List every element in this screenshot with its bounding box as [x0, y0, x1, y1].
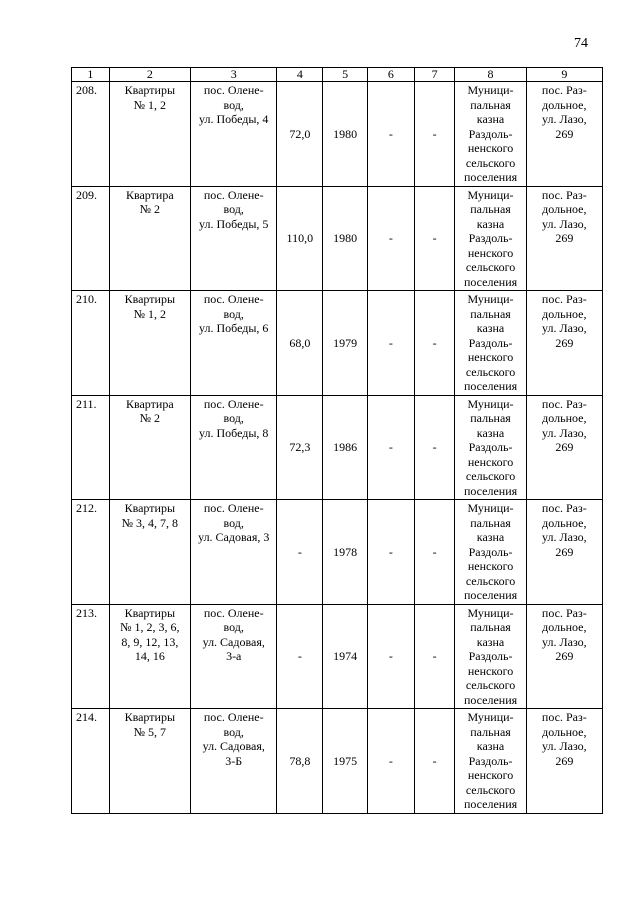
cell-text-line: ненского [467, 245, 514, 260]
table-row [72, 395, 603, 500]
cell-text-line: дольное, [542, 306, 587, 321]
owner-address-cell [526, 395, 602, 500]
cell-text-line: пос. Олене- [203, 292, 264, 306]
cell-text-line: № 1, 2 [133, 306, 167, 321]
column-header: 9 [526, 68, 602, 82]
cell-text-line: 269 [555, 440, 574, 454]
column-header: 1 [72, 68, 110, 82]
cell-text-line: пос. Раз- [541, 396, 587, 411]
cell-text-line: № 2 [139, 411, 161, 425]
object-address-cell [191, 82, 277, 187]
cell-text-line: сельского [465, 469, 516, 483]
cell-text-line: ненского [467, 768, 514, 782]
cell-text-line: ул. Лазо, [542, 216, 587, 231]
cell-text-line: дольное, [542, 620, 587, 634]
cell-text-line: сельского [465, 260, 516, 274]
object-name-cell [109, 500, 190, 605]
cell-text-line: дольное, [542, 202, 587, 216]
cell-text-line: Квартиры [124, 501, 176, 515]
owner-address-cell [526, 500, 602, 605]
column-6-cell: - [367, 395, 414, 500]
area-cell: 78,8 [277, 709, 323, 814]
year-cell: 1980 [323, 82, 368, 187]
owner-address-cell [526, 291, 602, 396]
column-6-cell: - [367, 186, 414, 291]
area-cell: - [277, 604, 323, 709]
cell-text-line: вод, [223, 97, 244, 112]
cell-text-line: поселения [463, 170, 518, 184]
cell-text-line: № 3, 4, 7, 8 [121, 515, 179, 530]
owner-cell [455, 604, 526, 709]
column-header: 5 [323, 68, 368, 82]
year-cell: 1978 [323, 500, 368, 605]
area-cell: 72,0 [277, 82, 323, 187]
year-cell: 1974 [323, 604, 368, 709]
cell-text-line: 269 [555, 649, 574, 663]
row-number-cell: 208. [72, 82, 110, 187]
table-row [72, 709, 603, 814]
object-name-cell [109, 186, 190, 291]
cell-text-line: 8, 9, 12, 13, [121, 634, 179, 649]
cell-text-line: Раздоль- [468, 753, 513, 768]
area-cell: 110,0 [277, 186, 323, 291]
area-cell: - [277, 500, 323, 605]
area-cell: 68,0 [277, 291, 323, 396]
cell-text-line: поселения [463, 483, 518, 498]
cell-text-line: Муници- [467, 292, 514, 306]
cell-text-line: пос. Олене- [203, 605, 264, 620]
area-cell: 72,3 [277, 395, 323, 500]
cell-text-line: ул. Садовая, 3 [198, 530, 270, 544]
cell-text-line: казна [476, 739, 505, 753]
year-cell: 1975 [323, 709, 368, 814]
cell-text-line: пальная [470, 515, 511, 530]
table-row [72, 186, 603, 291]
cell-text-line: 269 [555, 335, 574, 350]
cell-text-line: пос. Раз- [541, 710, 587, 724]
column-6-cell: - [367, 500, 414, 605]
cell-text-line: сельского [465, 573, 516, 588]
object-address-cell [191, 186, 277, 291]
row-number-cell: 210. [72, 291, 110, 396]
cell-text-line: пальная [470, 202, 511, 216]
owner-cell [455, 82, 526, 187]
cell-text-line: вод, [223, 202, 244, 216]
cell-text-line: сельского [465, 364, 516, 379]
object-name-cell [109, 709, 190, 814]
object-name-cell [109, 395, 190, 500]
cell-text-line: пос. Олене- [203, 710, 264, 724]
column-header: 8 [455, 68, 526, 82]
cell-text-line: ул. Лазо, [542, 425, 587, 440]
object-address-cell [191, 395, 277, 500]
cell-text-line: поселения [463, 588, 518, 602]
cell-text-line: № 2 [139, 202, 161, 216]
cell-text-line: 269 [555, 231, 574, 245]
cell-text-line: пальная [470, 97, 511, 112]
column-7-cell: - [414, 604, 455, 709]
cell-text-line: казна [476, 530, 505, 544]
cell-text-line: Раздоль- [468, 126, 513, 141]
cell-text-line: пос. Раз- [541, 83, 587, 97]
table-row [72, 604, 603, 709]
cell-text-line: Квартиры [124, 83, 176, 97]
column-6-cell: - [367, 709, 414, 814]
cell-text-line: 269 [555, 126, 574, 141]
cell-text-line: вод, [223, 620, 244, 634]
column-7-cell: - [414, 500, 455, 605]
cell-text-line: ул. Лазо, [542, 739, 587, 753]
cell-text-line: № 5, 7 [133, 724, 167, 739]
table-row [72, 291, 603, 396]
cell-text-line: пос. Олене- [203, 187, 264, 202]
cell-text-line: ул. Лазо, [542, 112, 587, 126]
object-name-cell [109, 82, 190, 187]
row-number-cell: 212. [72, 500, 110, 605]
cell-text-line: 269 [555, 753, 574, 768]
cell-text-line: ненского [467, 141, 514, 155]
cell-text-line: вод, [223, 515, 244, 530]
cell-text-line: сельского [465, 782, 516, 797]
cell-text-line: ул. Победы, 5 [199, 216, 269, 231]
cell-text-line: Квартира [125, 396, 174, 411]
cell-text-line: Муници- [467, 187, 514, 202]
cell-text-line: ненского [467, 454, 514, 469]
cell-text-line: пос. Раз- [541, 292, 587, 306]
column-header: 3 [191, 68, 277, 82]
cell-text-line: пальная [470, 306, 511, 321]
cell-text-line: ул. Победы, 6 [199, 321, 269, 335]
cell-text-line: пальная [470, 724, 511, 739]
column-7-cell: - [414, 186, 455, 291]
column-7-cell: - [414, 82, 455, 187]
cell-text-line: Квартиры [124, 292, 176, 306]
row-number-cell: 214. [72, 709, 110, 814]
cell-text-line: пос. Раз- [541, 187, 587, 202]
cell-text-line: Раздоль- [468, 335, 513, 350]
cell-text-line: пос. Олене- [203, 83, 264, 97]
table-header-row [72, 68, 603, 82]
cell-text-line: казна [476, 425, 505, 440]
owner-cell [455, 395, 526, 500]
cell-text-line: вод, [223, 306, 244, 321]
year-cell: 1986 [323, 395, 368, 500]
object-address-cell [191, 500, 277, 605]
cell-text-line: поселения [463, 274, 518, 289]
object-name-cell [109, 604, 190, 709]
cell-text-line: ул. Победы, 8 [199, 425, 269, 440]
cell-text-line: казна [476, 216, 505, 231]
cell-text-line: казна [476, 112, 505, 126]
year-cell: 1980 [323, 186, 368, 291]
table-row [72, 500, 603, 605]
owner-cell [455, 186, 526, 291]
cell-text-line: вод, [223, 411, 244, 425]
cell-text-line: ул. Садовая, [202, 739, 265, 753]
owner-address-cell [526, 604, 602, 709]
cell-text-line: пос. Олене- [203, 396, 264, 411]
cell-text-line: Муници- [467, 710, 514, 724]
owner-cell [455, 709, 526, 814]
cell-text-line: 3-Б [225, 753, 243, 768]
cell-text-line: ул. Лазо, [542, 634, 587, 649]
cell-text-line: Квартиры [124, 605, 176, 620]
object-address-cell [191, 709, 277, 814]
cell-text-line: поселения [463, 379, 518, 393]
cell-text-line: дольное, [542, 411, 587, 425]
cell-text-line: Раздоль- [468, 231, 513, 245]
cell-text-line: дольное, [542, 515, 587, 530]
cell-text-line: ул. Победы, 4 [199, 112, 269, 126]
cell-text-line: дольное, [542, 724, 587, 739]
object-name-cell [109, 291, 190, 396]
cell-text-line: пос. Раз- [541, 605, 587, 620]
cell-text-line: Муници- [467, 501, 514, 515]
column-7-cell: - [414, 291, 455, 396]
cell-text-line: № 1, 2, 3, 6, [120, 620, 180, 634]
cell-text-line: пальная [470, 620, 511, 634]
cell-text-line: Муници- [467, 83, 514, 97]
cell-text-line: ул. Лазо, [542, 321, 587, 335]
object-address-cell [191, 604, 277, 709]
owner-address-cell [526, 186, 602, 291]
cell-text-line: Муници- [467, 396, 514, 411]
cell-text-line: вод, [223, 724, 244, 739]
column-header: 7 [414, 68, 455, 82]
property-registry-table [71, 67, 603, 814]
owner-cell [455, 291, 526, 396]
page-number: 74 [574, 36, 588, 51]
column-header: 2 [109, 68, 190, 82]
cell-text-line: 14, 16 [134, 649, 165, 663]
owner-address-cell [526, 82, 602, 187]
column-header: 6 [367, 68, 414, 82]
column-6-cell: - [367, 604, 414, 709]
cell-text-line: Раздоль- [468, 649, 513, 663]
cell-text-line: ненского [467, 663, 514, 678]
owner-cell [455, 500, 526, 605]
cell-text-line: Квартира [125, 187, 174, 202]
cell-text-line: дольное, [542, 97, 587, 112]
year-cell: 1979 [323, 291, 368, 396]
cell-text-line: пос. Олене- [203, 501, 264, 515]
cell-text-line: ненского [467, 559, 514, 573]
object-address-cell [191, 291, 277, 396]
cell-text-line: 3-а [226, 649, 242, 663]
cell-text-line: 269 [555, 544, 574, 559]
row-number-cell: 211. [72, 395, 110, 500]
cell-text-line: сельского [465, 155, 516, 170]
cell-text-line: казна [476, 321, 505, 335]
table-row [72, 82, 603, 187]
column-6-cell: - [367, 291, 414, 396]
cell-text-line: ул. Лазо, [542, 530, 587, 544]
cell-text-line: Муници- [467, 605, 514, 620]
cell-text-line: Раздоль- [468, 440, 513, 454]
cell-text-line: поселения [463, 797, 518, 811]
cell-text-line: № 1, 2 [133, 97, 167, 112]
cell-text-line: сельского [465, 678, 516, 692]
cell-text-line: пальная [470, 411, 511, 425]
column-7-cell: - [414, 709, 455, 814]
column-7-cell: - [414, 395, 455, 500]
cell-text-line: Раздоль- [468, 544, 513, 559]
cell-text-line: казна [476, 634, 505, 649]
cell-text-line: поселения [463, 692, 518, 707]
cell-text-line: пос. Раз- [541, 501, 587, 515]
cell-text-line: ненского [467, 350, 514, 364]
row-number-cell: 213. [72, 604, 110, 709]
cell-text-line: ул. Садовая, [202, 634, 265, 649]
owner-address-cell [526, 709, 602, 814]
row-number-cell: 209. [72, 186, 110, 291]
cell-text-line: Квартиры [124, 710, 176, 724]
column-6-cell: - [367, 82, 414, 187]
column-header: 4 [277, 68, 323, 82]
